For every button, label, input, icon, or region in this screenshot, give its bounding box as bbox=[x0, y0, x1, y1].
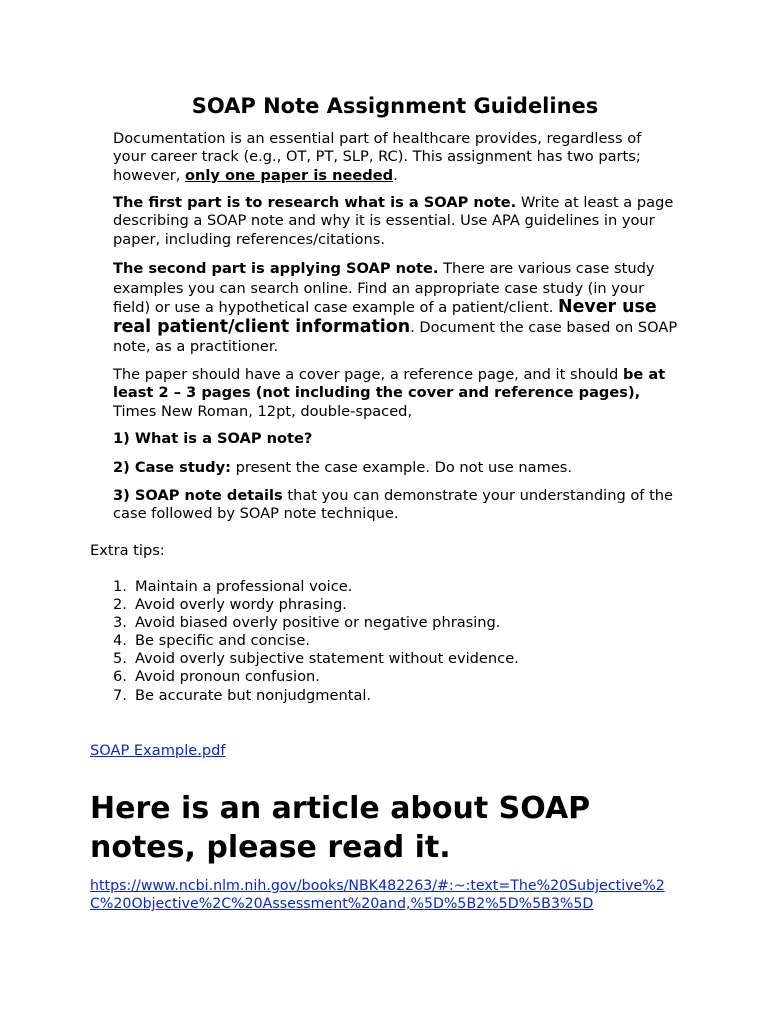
list-text: Avoid overly wordy phrasing. bbox=[135, 596, 347, 614]
section-text: present the case example. Do not use names. bbox=[230, 459, 573, 476]
intro-text: Documentation is an essential part of healthcare provides, regardless of your career track (e.g., OT, PT, SLP, RC). This assignment has two parts; however, bbox=[113, 130, 642, 184]
part1-text: Write at least a page describing a SOAP note and why it is essential. Use APA guidelines in your paper, including references/citations. bbox=[113, 194, 674, 248]
intro-emphasis: only one paper is needed bbox=[185, 166, 394, 184]
section-label: 3) SOAP note details bbox=[113, 487, 283, 504]
section-item bbox=[113, 430, 678, 448]
list-number: 6. bbox=[113, 668, 127, 686]
list-item bbox=[90, 614, 519, 632]
format-bold: be at least 2 – 3 pages (not including the cover and reference pages), bbox=[113, 366, 666, 402]
format-text-end: Times New Roman, 12pt, double-spaced, bbox=[113, 402, 413, 420]
part2-lead: The second part is applying SOAP note. bbox=[113, 260, 439, 277]
list-text: Avoid biased overly positive or negative phrasing. bbox=[135, 614, 501, 632]
list-item bbox=[90, 596, 519, 614]
section-label: 2) Case study: bbox=[113, 459, 231, 476]
list-number: 3. bbox=[113, 614, 127, 632]
tips-list bbox=[90, 578, 519, 705]
intro-text-end: . bbox=[393, 166, 398, 184]
section-item bbox=[113, 459, 678, 477]
article-url-paragraph bbox=[90, 877, 680, 913]
format-paragraph bbox=[113, 366, 678, 421]
list-number: 7. bbox=[113, 686, 127, 704]
list-text: Avoid overly subjective statement without evidence. bbox=[135, 650, 519, 668]
list-item bbox=[90, 578, 519, 596]
part1-paragraph bbox=[113, 194, 678, 249]
section-text: that you can demonstrate your understanding of the case followed by SOAP note technique. bbox=[113, 487, 674, 523]
list-text: Be accurate but nonjudgmental. bbox=[135, 686, 372, 704]
part2-paragraph bbox=[113, 259, 678, 357]
section-label: 1) What is a SOAP note? bbox=[113, 430, 313, 447]
part2-warning: Never use real patient/client information bbox=[113, 297, 657, 337]
part2-text-end: . Document the case based on SOAP note, as a practitioner. bbox=[113, 318, 678, 355]
part2-text: There are various case study examples you can search online. Find an appropriate case study (in your field) or use a hypothetical case example of a patient/client. bbox=[113, 260, 655, 316]
format-text: The paper should have a cover page, a reference page, and it should bbox=[113, 366, 623, 383]
list-text: Be specific and concise. bbox=[135, 632, 311, 650]
part1-lead: The first part is to research what is a SOAP note. bbox=[113, 194, 517, 211]
list-item bbox=[90, 668, 519, 686]
intro-paragraph bbox=[113, 130, 678, 185]
article-heading: Here is an article about SOAP notes, please read it. bbox=[90, 791, 591, 865]
list-item bbox=[90, 687, 519, 705]
list-item bbox=[90, 632, 519, 650]
extra-tips-label: Extra tips: bbox=[90, 542, 165, 559]
list-text: Avoid pronoun confusion. bbox=[135, 668, 320, 686]
list-number: 5. bbox=[113, 650, 127, 668]
list-item bbox=[90, 650, 519, 668]
soap-example-link[interactable]: SOAP Example.pdf bbox=[90, 742, 226, 759]
attachment-paragraph bbox=[90, 742, 226, 760]
list-text: Maintain a professional voice. bbox=[135, 578, 353, 595]
list-number: 2. bbox=[113, 596, 127, 614]
section-item bbox=[113, 487, 678, 524]
list-number: 1. bbox=[113, 578, 127, 595]
list-number: 4. bbox=[113, 632, 127, 650]
article-url-link[interactable]: https://www.ncbi.nlm.nih.gov/books/NBK482263/#:~:text=The%20Subjective%2C%20Objective%2C%20Assessment%20and,%5D%5B2%5D%5B3%5D bbox=[90, 878, 665, 912]
page-title: SOAP Note Assignment Guidelines bbox=[191, 94, 599, 118]
